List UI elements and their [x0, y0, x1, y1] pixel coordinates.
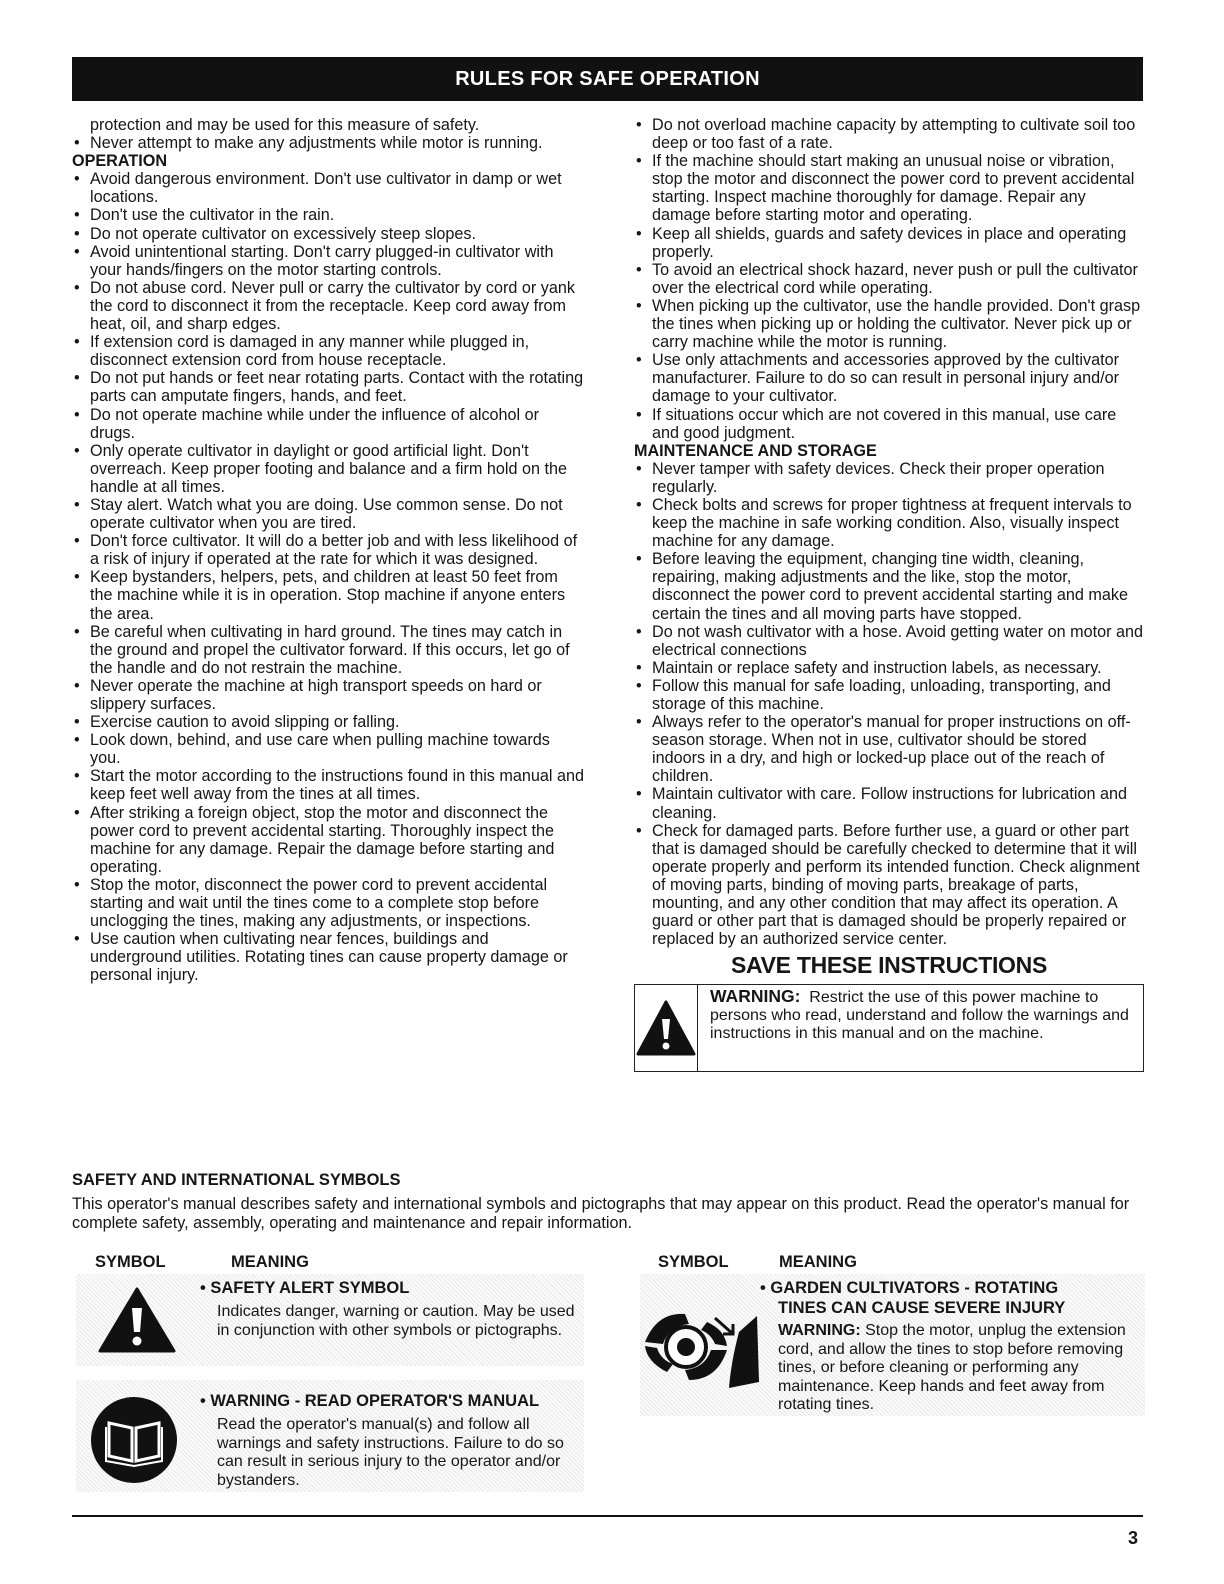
left-column — [72, 116, 584, 985]
list-item: • When picking up the cultivator, use the handle provided. Don't grasp the tines when picking up or holding the cultivator. Never pick up or carry machine while the motor is running. — [634, 297, 1144, 351]
list-item: • To avoid an electrical shock hazard, never push or pull the cultivator over the electrical cord while operating. — [634, 261, 1144, 297]
lead-bullet-list — [72, 134, 584, 152]
list-item: • Do not put hands or feet near rotating parts. Contact with the rotating parts can amputate fingers, hands, and feet. — [72, 369, 584, 405]
rotating-tines-icon — [637, 1302, 762, 1397]
section-title: RULES FOR SAFE OPERATION — [455, 67, 760, 90]
list-item: • Never operate the machine at high transport speeds on hard or slippery surfaces. — [72, 677, 584, 713]
warning-text: Restrict the use of this power machine to persons who read, understand and follow the warnings and instructions in this manual and on the machine. — [710, 989, 1129, 1043]
operation-bullet-list-continued — [634, 116, 1144, 442]
list-item: • Use only attachments and accessories approved by the cultivator manufacturer. Failure to do so can result in personal injury and/or damage to your cultivator. — [634, 351, 1144, 405]
footer-rule — [72, 1515, 1143, 1517]
warning-box — [634, 984, 1144, 1072]
symbol-description: Indicates danger, warning or caution. May be used in conjunction with other symbols or pictographs. — [217, 1303, 575, 1339]
list-item: • Keep bystanders, helpers, pets, and children at least 50 feet from the machine while it is in operation. Stop machine if anyone enters the area. — [72, 568, 584, 622]
symbol-title: • WARNING - READ OPERATOR'S MANUAL — [200, 1392, 540, 1410]
list-item: • If extension cord is damaged in any manner while plugged in, disconnect extension cord from house receptacle. — [72, 333, 584, 369]
list-item: • Before leaving the equipment, changing tine width, cleaning, repairing, making adjustments and the like, stop the motor, disconnect the power cord to prevent accidental starting and make certain the tines and all moving parts have stopped. — [634, 550, 1144, 622]
symbol-column-header: SYMBOL — [95, 1253, 166, 1271]
list-item: • Look down, behind, and use care when pulling machine towards you. — [72, 731, 584, 767]
warning-label: WARNING: — [710, 986, 801, 1007]
list-item: • Check bolts and screws for proper tightness at frequent intervals to keep the machine in safe working condition. Also, visually inspect machine for any damage. — [634, 496, 1144, 550]
list-item: • Do not wash cultivator with a hose. Avoid getting water on motor and electrical connections — [634, 623, 1144, 659]
list-item: • Never attempt to make any adjustments while motor is running. — [72, 134, 584, 152]
list-item: • Do not overload machine capacity by attempting to cultivate soil too deep or too fast of a rate. — [634, 116, 1144, 152]
safety-alert-icon — [97, 1286, 177, 1359]
operation-heading: OPERATION — [72, 152, 168, 171]
warning-text-block — [698, 985, 1143, 1071]
section-title-bar — [72, 57, 1143, 101]
list-item: • Stay alert. Watch what you are doing. Use common sense. Do not operate cultivator when you are tired. — [72, 496, 584, 532]
meaning-column-header: MEANING — [231, 1253, 309, 1271]
right-column — [634, 116, 1144, 1072]
list-item: • Don't force cultivator. It will do a better job and with less likelihood of a risk of injury if operated at the rate for which it was designed. — [72, 532, 584, 568]
list-item: • Follow this manual for safe loading, unloading, transporting, and storage of this machine. — [634, 677, 1144, 713]
meaning-column-header: MEANING — [779, 1253, 857, 1271]
symbol-description-text: Stop the motor, unplug the extension cord, and allow the tines to stop before removing tines, or before cleaning or performing any maintenance. Keep hands and feet away from rotating tines. — [778, 1322, 1126, 1413]
symbol-column-header: SYMBOL — [658, 1253, 729, 1271]
list-item: • Exercise caution to avoid slipping or falling. — [72, 713, 584, 731]
save-instructions-heading: SAVE THESE INSTRUCTIONS — [731, 952, 1047, 979]
warning-label: WARNING: — [778, 1322, 861, 1339]
symbol-title: • SAFETY ALERT SYMBOL — [200, 1279, 410, 1297]
operation-bullet-list — [72, 170, 584, 984]
list-item: • Use caution when cultivating near fences, buildings and underground utilities. Rotating tines can cause property damage or personal injury. — [72, 930, 584, 984]
list-item: • Stop the motor, disconnect the power cord to prevent accidental starting and wait until the tines come to a complete stop before unclogging the tines, making any adjustments, or inspections. — [72, 876, 584, 930]
list-item: • Don't use the cultivator in the rain. — [72, 206, 584, 224]
continued-text: protection and may be used for this measure of safety. — [90, 116, 480, 134]
list-item: • Do not abuse cord. Never pull or carry the cultivator by cord or yank the cord to disconnect it from the receptacle. Keep cord away from heat, oil, and sharp edges. — [72, 279, 584, 333]
list-item: • Maintain cultivator with care. Follow instructions for lubrication and cleaning. — [634, 785, 1144, 821]
list-item: • Do not operate cultivator on excessively steep slopes. — [72, 225, 584, 243]
list-item: • Only operate cultivator in daylight or good artificial light. Don't overreach. Keep proper footing and balance and a firm hold on the handle at all times. — [72, 442, 584, 496]
list-item: • Keep all shields, guards and safety devices in place and operating properly. — [634, 225, 1144, 261]
read-manual-icon — [89, 1395, 179, 1490]
list-item: • Avoid dangerous environment. Don't use cultivator in damp or wet locations. — [72, 170, 584, 206]
list-item: • Avoid unintentional starting. Don't carry plugged-in cultivator with your hands/fingers on the motor starting controls. — [72, 243, 584, 279]
list-item: • Do not operate machine while under the influence of alcohol or drugs. — [72, 406, 584, 442]
symbol-description — [778, 1322, 1138, 1415]
symbol-title: • GARDEN CULTIVATORS - ROTATING — [760, 1279, 1059, 1297]
symbol-description: Read the operator's manual(s) and follow all warnings and safety instructions. Failure to do so can result in serious injury to the operator and/or bystanders. — [217, 1416, 564, 1489]
warning-triangle-icon — [635, 985, 698, 1071]
list-item: • If situations occur which are not covered in this manual, use care and good judgment. — [634, 406, 1144, 442]
list-item: • Maintain or replace safety and instruction labels, as necessary. — [634, 659, 1144, 677]
maintenance-heading: MAINTENANCE AND STORAGE — [634, 441, 877, 460]
page-number: 3 — [1128, 1528, 1139, 1548]
list-item: • If the machine should start making an unusual noise or vibration, stop the motor and disconnect the power cord to prevent accidental starting. Inspect machine thoroughly for damage. Repair any damage before starting motor and operating. — [634, 152, 1144, 224]
list-item: • Always refer to the operator's manual for proper instructions on off-season storage. When not in use, cultivator should be stored indoors in a dry, and high or locked-up place out of the reach of children. — [634, 713, 1144, 785]
list-item: • Be careful when cultivating in hard ground. The tines may catch in the ground and propel the cultivator forward. If this occurs, let go of the handle and do not restrain the machine. — [72, 623, 584, 677]
list-item: • Start the motor according to the instructions found in this manual and keep feet well away from the tines at all times. — [72, 767, 584, 803]
symbol-title-continued: TINES CAN CAUSE SEVERE INJURY — [778, 1299, 1066, 1317]
list-item: • After striking a foreign object, stop the motor and disconnect the power cord to prevent accidental starting. Thoroughly inspect the machine for any damage. Repair the damage before starting and operating. — [72, 804, 584, 876]
maintenance-bullet-list — [634, 460, 1144, 949]
symbols-intro: This operator's manual describes safety and international symbols and pictographs that may appear on this product. Read the operator's manual for complete safety, assembly, operating and maintenance and repair information. — [72, 1195, 1130, 1232]
symbols-heading: SAFETY AND INTERNATIONAL SYMBOLS — [72, 1171, 401, 1189]
list-item: • Check for damaged parts. Before further use, a guard or other part that is damaged should be carefully checked to determine that it will operate properly and perform its intended function. Check alignment of moving parts, binding of moving parts, breakage of parts, mounting, and any other condition that may affect its operation. A guard or other part that is damaged should be properly repaired or replaced by an authorized service center. — [634, 822, 1144, 949]
list-item: • Never tamper with safety devices. Check their proper operation regularly. — [634, 460, 1144, 496]
